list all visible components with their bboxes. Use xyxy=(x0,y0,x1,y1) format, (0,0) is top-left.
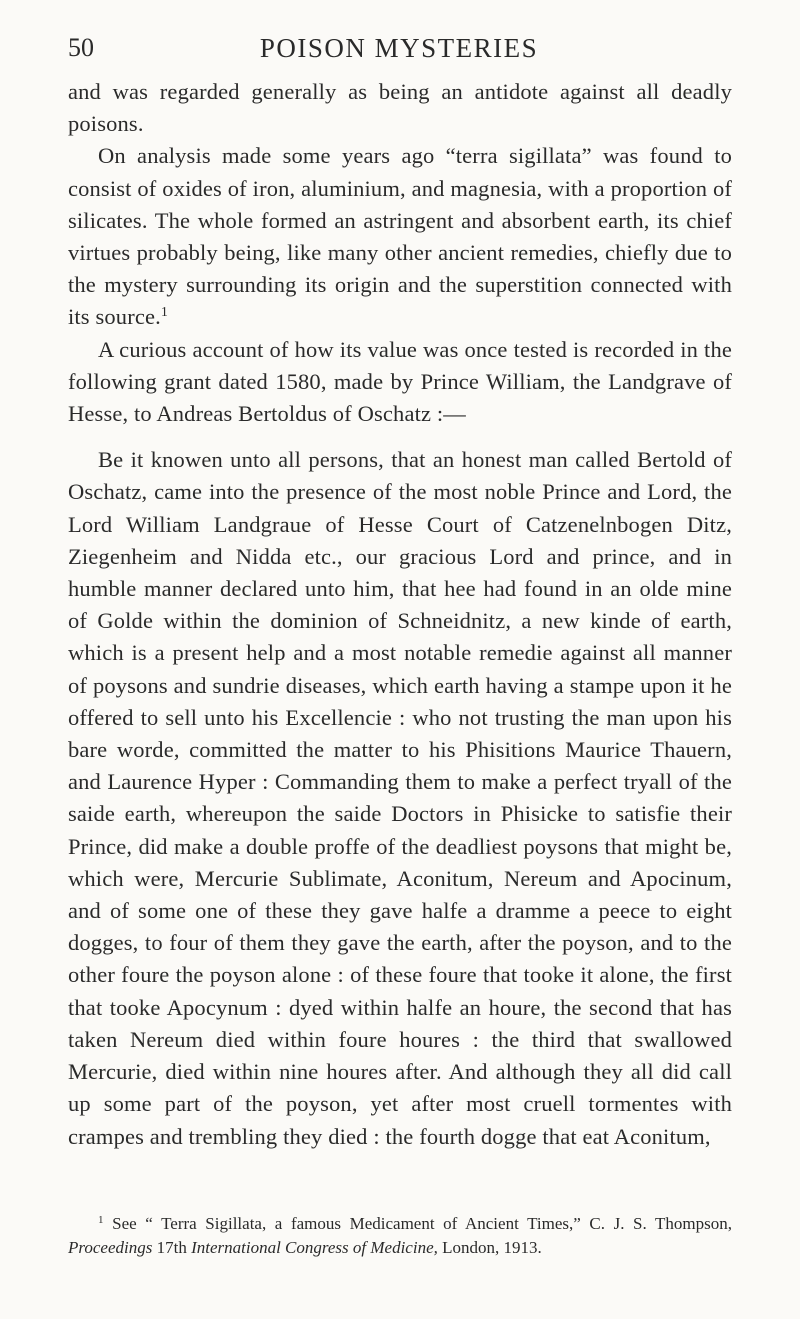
page-header xyxy=(68,30,730,66)
page-number: 50 xyxy=(68,33,94,62)
body-text xyxy=(68,76,732,1153)
footnote-text-3: London, 1913. xyxy=(437,1238,542,1257)
footnote xyxy=(68,1212,732,1260)
footnote-text-1: See “ Terra Sigillata, a famous Medicament of Ancient Times,” C. J. S. Thompson, xyxy=(112,1214,733,1233)
paragraph-grant-quotation: Be it knowen unto all persons, that an honest man called Bertold of Oschatz, came into the presence of the most noble Prince and Lord, the Lord William Landgraue of Hesse Court of Catzenelnbogen Ditz, Ziegenheim and Nidda etc., our gracious Lord and prince, and in humble manner declared unto him, that hee had found in an olde mine of Golde within the dominion of Schneidnitz, a new kinde of earth, which is a present help and a most notable remedie against all manner of poysons and sundrie diseases, which earth having a stampe upon it he offered to sell unto his Excellencie : who not trusting the man upon his bare worde, committed the matter to his Phisitions Maurice Thauern, and Laurence Hyper : Commanding them to make a perfect tryall of the saide earth, whereupon the saide Doctors in Phisicke to satisfie their Prince, did make a double proffe of the deadliest poysons that might be, which were, Mercurie Sublimate, Aconitum, Nereum and Apocinum, and of some one of these they gave halfe a dramme a peece to eight dogges, to four of them they gave the earth, after the poyson, and to the other foure the poyson alone : of these foure that tooke it alone, the first that tooke Apocynum : dyed within halfe an houre, the second that has taken Nereum died within foure houres : the third that swallowed Mercurie, died within nine houres after. And although they all did call up some part of the poyson, yet after most cruell tormentes with crampes and trembling they died : the fourth dogge that eat Aconitum, xyxy=(68,447,732,1149)
paragraph-continued: and was regarded generally as being an antidote against all deadly poisons. xyxy=(68,79,732,137)
running-head: POISON MYSTERIES xyxy=(259,33,539,63)
paragraph-account: A curious account of how its value was once tested is recorded in the following grant dated 1580, made by Prince William, the Landgrave of Hesse, to Andreas Bertoldus of Oschatz :— xyxy=(68,336,732,427)
paragraph-analysis xyxy=(68,140,732,333)
footnote-text-2: 17th xyxy=(152,1238,192,1257)
footnote-italic-congress: International Congress of Medicine, xyxy=(191,1238,438,1257)
footnote-marker: 1 xyxy=(98,1214,104,1226)
paragraph-analysis-text: On analysis made some years ago “terra sigillata” was found to consist of oxides of iron, aluminium, and magnesia, with a proportion of silicates. The whole formed an astringent and absorbent earth, its chief virtues probably being, like many other ancient remedies, chiefly due to the mystery surrounding its origin and the superstition connected with its source. xyxy=(68,143,732,330)
footnote-italic-proceedings: Proceedings xyxy=(68,1238,153,1257)
footnote-reference: 1 xyxy=(160,305,169,321)
